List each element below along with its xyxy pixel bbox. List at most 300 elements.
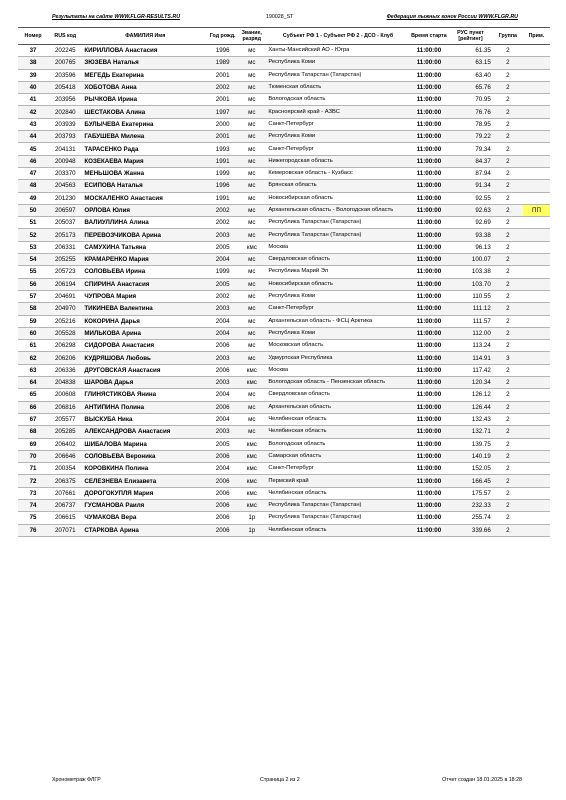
cell-athlete-name: БУЛЫЧЕВА Екатерина — [82, 118, 208, 130]
cell-athlete-name: ВАЛИУЛЛИНА Алина — [82, 217, 208, 229]
cell-rus-code: 206336 — [48, 364, 82, 376]
cell-rus-points: 91.34 — [448, 180, 493, 192]
cell-number: 76 — [18, 524, 48, 536]
cell-number: 38 — [18, 57, 48, 69]
cell-region: Санкт-Петербург — [266, 303, 409, 315]
cell-rank: мс — [237, 118, 266, 130]
cell-number: 40 — [18, 81, 48, 93]
cell-rus-points: 63.15 — [448, 57, 493, 69]
cell-group: 2 — [493, 217, 523, 229]
cell-rank: кмс — [237, 499, 266, 511]
cell-region: Свердловская область — [266, 389, 409, 401]
cell-rus-code: 203793 — [48, 131, 82, 143]
cell-start-time: 11:00:00 — [410, 192, 448, 204]
cell-athlete-name: ГУСМАНОВА Раиля — [82, 499, 208, 511]
cell-athlete-name: ОРЛОВА Юлия — [82, 204, 208, 216]
cell-region: Новосибирская область — [266, 278, 409, 290]
cell-rank: кмс — [237, 364, 266, 376]
cell-rank: мс — [237, 413, 266, 425]
table-row — [18, 131, 550, 143]
cell-number: 59 — [18, 315, 48, 327]
cell-start-time: 11:00:00 — [410, 241, 448, 253]
cell-rus-code: 206737 — [48, 499, 82, 511]
cell-rus-points: 76.76 — [448, 106, 493, 118]
cell-group: 2 — [493, 499, 523, 511]
cell-start-time: 11:00:00 — [410, 450, 448, 462]
cell-group: 2 — [493, 401, 523, 413]
table-row — [18, 389, 550, 401]
cell-start-time: 11:00:00 — [410, 229, 448, 241]
cell-number: 45 — [18, 143, 48, 155]
cell-start-time: 11:00:00 — [410, 81, 448, 93]
table-row — [18, 524, 550, 536]
cell-group: 2 — [493, 426, 523, 438]
cell-start-time: 11:00:00 — [410, 327, 448, 339]
cell-rus-points: 103.38 — [448, 266, 493, 278]
cell-rus-code: 206298 — [48, 340, 82, 352]
cell-rank: мс — [237, 401, 266, 413]
col-header-birth-year: Год рожд. — [208, 28, 237, 45]
cell-number: 53 — [18, 241, 48, 253]
cell-birth-year: 2006 — [208, 512, 237, 524]
cell-region: Санкт-Петербург — [266, 118, 409, 130]
cell-number: 55 — [18, 266, 48, 278]
cell-birth-year: 2001 — [208, 94, 237, 106]
col-header-number: Номер — [18, 28, 48, 45]
cell-rus-points: 65.76 — [448, 81, 493, 93]
table-row — [18, 450, 550, 462]
cell-region: Брянская область — [266, 180, 409, 192]
cell-region: Республика Татарстан (Татарстан) — [266, 512, 409, 524]
cell-group: 3 — [493, 352, 523, 364]
cell-rus-points: 92.63 — [448, 204, 493, 216]
cell-rus-points: 61.35 — [448, 45, 493, 57]
table-row — [18, 340, 550, 352]
cell-athlete-name: ТАРАСЕНКО Рада — [82, 143, 208, 155]
cell-rus-points: 339.66 — [448, 524, 493, 536]
cell-birth-year: 2000 — [208, 118, 237, 130]
cell-start-time: 11:00:00 — [410, 167, 448, 179]
cell-number: 68 — [18, 426, 48, 438]
cell-athlete-name: ЗЮЗЕВА Наталья — [82, 57, 208, 69]
cell-rank: мс — [237, 143, 266, 155]
table-row — [18, 69, 550, 81]
cell-rank: 1р — [237, 524, 266, 536]
cell-athlete-name: ДРУГОВСКАЯ Анастасия — [82, 364, 208, 376]
cell-start-time: 11:00:00 — [410, 475, 448, 487]
cell-athlete-name: КОКОРИНА Дарья — [82, 315, 208, 327]
cell-region: Вологодская область - Пензенская область — [266, 377, 409, 389]
cell-rus-points: 112.00 — [448, 327, 493, 339]
cell-rus-points: 139.75 — [448, 438, 493, 450]
cell-rank: мс — [237, 106, 266, 118]
cell-athlete-name: СЕЛЕЗНЕВА Елизавета — [82, 475, 208, 487]
cell-rus-code: 200608 — [48, 389, 82, 401]
table-row — [18, 167, 550, 179]
cell-athlete-name: МЕНЬШОВА Жанна — [82, 167, 208, 179]
cell-rank: мс — [237, 131, 266, 143]
cell-birth-year: 2004 — [208, 327, 237, 339]
cell-rus-code: 205528 — [48, 327, 82, 339]
cell-group: 2 — [493, 290, 523, 302]
cell-note — [523, 229, 550, 241]
cell-region: Республика Татарстан (Татарстан) — [266, 217, 409, 229]
cell-birth-year: 2006 — [208, 499, 237, 511]
cell-group: 2 — [493, 69, 523, 81]
cell-rus-points: 79.22 — [448, 131, 493, 143]
cell-number: 69 — [18, 438, 48, 450]
cell-number: 65 — [18, 389, 48, 401]
cell-rank: мс — [237, 217, 266, 229]
cell-birth-year: 2004 — [208, 389, 237, 401]
cell-birth-year: 2004 — [208, 315, 237, 327]
cell-start-time: 11:00:00 — [410, 315, 448, 327]
cell-athlete-name: РЫЧКОВА Ирина — [82, 94, 208, 106]
cell-rus-code: 202840 — [48, 106, 82, 118]
cell-note — [523, 364, 550, 376]
cell-group: 2 — [493, 475, 523, 487]
table-row — [18, 266, 550, 278]
cell-rus-code: 205037 — [48, 217, 82, 229]
cell-start-time: 11:00:00 — [410, 438, 448, 450]
cell-note — [523, 45, 550, 57]
cell-rank: мс — [237, 254, 266, 266]
table-row — [18, 155, 550, 167]
cell-group: 2 — [493, 340, 523, 352]
cell-athlete-name: СОЛОВЬЕВА Вероника — [82, 450, 208, 462]
cell-region: Вологодская область — [266, 94, 409, 106]
cell-rank: мс — [237, 426, 266, 438]
cell-birth-year: 2002 — [208, 204, 237, 216]
cell-athlete-name: АЛЕКСАНДРОВА Анастасия — [82, 426, 208, 438]
cell-number: 37 — [18, 45, 48, 57]
cell-birth-year: 1989 — [208, 57, 237, 69]
cell-rank: мс — [237, 57, 266, 69]
cell-athlete-name: ДОРОГОКУПЛЯ Мария — [82, 487, 208, 499]
cell-rank: мс — [237, 290, 266, 302]
cell-rus-code: 204131 — [48, 143, 82, 155]
cell-note: ПП — [523, 204, 550, 216]
cell-number: 48 — [18, 180, 48, 192]
cell-start-time: 11:00:00 — [410, 340, 448, 352]
cell-note — [523, 57, 550, 69]
cell-note — [523, 94, 550, 106]
cell-rus-points: 103.70 — [448, 278, 493, 290]
cell-number: 75 — [18, 512, 48, 524]
cell-note — [523, 254, 550, 266]
cell-group: 2 — [493, 241, 523, 253]
cell-note — [523, 303, 550, 315]
cell-rus-code: 206206 — [48, 352, 82, 364]
cell-start-time: 11:00:00 — [410, 266, 448, 278]
cell-note — [523, 278, 550, 290]
cell-rus-code: 204563 — [48, 180, 82, 192]
cell-region: Самарская область — [266, 450, 409, 462]
federation-site-link[interactable]: Федерация лыжных гонок России WWW.FLGR.RU — [386, 14, 518, 20]
cell-group: 2 — [493, 167, 523, 179]
cell-group: 2 — [493, 512, 523, 524]
cell-start-time: 11:00:00 — [410, 94, 448, 106]
cell-athlete-name: СТАРКОВА Арина — [82, 524, 208, 536]
cell-rank: мс — [237, 45, 266, 57]
cell-rank: кмс — [237, 377, 266, 389]
cell-rus-points: 111.12 — [448, 303, 493, 315]
table-row — [18, 352, 550, 364]
cell-rus-points: 63.40 — [448, 69, 493, 81]
cell-rank: мс — [237, 389, 266, 401]
cell-start-time: 11:00:00 — [410, 463, 448, 475]
table-row — [18, 217, 550, 229]
cell-rus-code: 204838 — [48, 377, 82, 389]
cell-region: Нижегородская область — [266, 155, 409, 167]
cell-note — [523, 106, 550, 118]
cell-rank: мс — [237, 155, 266, 167]
cell-region: Новосибирская область — [266, 192, 409, 204]
table-row — [18, 106, 550, 118]
table-row — [18, 290, 550, 302]
cell-start-time: 11:00:00 — [410, 106, 448, 118]
cell-note — [523, 266, 550, 278]
table-header-row — [18, 28, 550, 45]
cell-region: Челябинская область — [266, 524, 409, 536]
cell-region: Красноярский край - АЗВС — [266, 106, 409, 118]
cell-group: 2 — [493, 377, 523, 389]
cell-rus-points: 78.95 — [448, 118, 493, 130]
cell-birth-year: 2002 — [208, 290, 237, 302]
cell-number: 43 — [18, 118, 48, 130]
cell-region: Москва — [266, 364, 409, 376]
cell-number: 71 — [18, 463, 48, 475]
cell-rus-points: 100.07 — [448, 254, 493, 266]
col-header-rus-points: РУС пункт [рейтинг] — [448, 28, 493, 45]
cell-birth-year: 2006 — [208, 450, 237, 462]
cell-rus-code: 200354 — [48, 463, 82, 475]
cell-start-time: 11:00:00 — [410, 45, 448, 57]
cell-athlete-name: ПЕРЕВОЗЧИКОВА Арина — [82, 229, 208, 241]
cell-birth-year: 2001 — [208, 131, 237, 143]
cell-rus-code: 204691 — [48, 290, 82, 302]
cell-group: 2 — [493, 229, 523, 241]
cell-rus-code: 206331 — [48, 241, 82, 253]
cell-note — [523, 290, 550, 302]
cell-rank: мс — [237, 180, 266, 192]
cell-number: 66 — [18, 401, 48, 413]
cell-rank: мс — [237, 266, 266, 278]
cell-rank: 1р — [237, 512, 266, 524]
table-row — [18, 81, 550, 93]
cell-note — [523, 69, 550, 81]
cell-note — [523, 499, 550, 511]
cell-start-time: 11:00:00 — [410, 180, 448, 192]
cell-note — [523, 524, 550, 536]
footer-timing: Хронометраж ФЛГР — [52, 777, 101, 783]
table-row — [18, 229, 550, 241]
cell-note — [523, 450, 550, 462]
results-site-link[interactable]: Результаты на сайте WWW.FLGR-RESULTS.RU — [52, 14, 181, 20]
cell-note — [523, 389, 550, 401]
cell-group: 2 — [493, 524, 523, 536]
table-row — [18, 241, 550, 253]
cell-region: Архангельская область — [266, 401, 409, 413]
cell-birth-year: 1996 — [208, 180, 237, 192]
cell-rus-points: 117.42 — [448, 364, 493, 376]
cell-rus-points: 113.24 — [448, 340, 493, 352]
cell-note — [523, 217, 550, 229]
cell-region: Челябинская область — [266, 487, 409, 499]
cell-rus-code: 206646 — [48, 450, 82, 462]
cell-region: Пермский край — [266, 475, 409, 487]
cell-number: 41 — [18, 94, 48, 106]
cell-rus-code: 205216 — [48, 315, 82, 327]
cell-birth-year: 2006 — [208, 340, 237, 352]
cell-rus-code: 206597 — [48, 204, 82, 216]
cell-birth-year: 1996 — [208, 45, 237, 57]
cell-region: Ханты-Мансийский АО - Югра — [266, 45, 409, 57]
cell-start-time: 11:00:00 — [410, 413, 448, 425]
cell-athlete-name: ЕСИПОВА Наталья — [82, 180, 208, 192]
cell-rank: кмс — [237, 241, 266, 253]
table-row — [18, 401, 550, 413]
cell-birth-year: 2005 — [208, 241, 237, 253]
table-row — [18, 278, 550, 290]
cell-athlete-name: КОРОВКИНА Полина — [82, 463, 208, 475]
cell-birth-year: 2003 — [208, 426, 237, 438]
cell-number: 61 — [18, 340, 48, 352]
cell-rus-code: 206615 — [48, 512, 82, 524]
cell-region: Республика Татарстан (Татарстан) — [266, 499, 409, 511]
cell-note — [523, 180, 550, 192]
col-header-group: Группа — [493, 28, 523, 45]
cell-rus-code: 202245 — [48, 45, 82, 57]
cell-rus-points: 132.71 — [448, 426, 493, 438]
cell-note — [523, 438, 550, 450]
cell-start-time: 11:00:00 — [410, 389, 448, 401]
table-row — [18, 438, 550, 450]
cell-note — [523, 315, 550, 327]
cell-athlete-name: ГАБУШЕВА Милена — [82, 131, 208, 143]
cell-number: 63 — [18, 364, 48, 376]
cell-group: 2 — [493, 315, 523, 327]
cell-rus-points: 140.19 — [448, 450, 493, 462]
cell-note — [523, 463, 550, 475]
cell-group: 2 — [493, 180, 523, 192]
table-row — [18, 204, 550, 216]
cell-start-time: 11:00:00 — [410, 352, 448, 364]
col-header-region: Субъект РФ 1 - Субъект РФ 2 - ДСО - Клуб — [266, 28, 409, 45]
cell-number: 42 — [18, 106, 48, 118]
cell-note — [523, 143, 550, 155]
cell-rank: мс — [237, 69, 266, 81]
cell-athlete-name: МЕГЕДЬ Екатерина — [82, 69, 208, 81]
cell-athlete-name: СИДОРОВА Анастасия — [82, 340, 208, 352]
cell-rus-code: 203596 — [48, 69, 82, 81]
cell-rus-points: 70.95 — [448, 94, 493, 106]
cell-start-time: 11:00:00 — [410, 303, 448, 315]
cell-athlete-name: КИРИЛЛОВА Анастасия — [82, 45, 208, 57]
table-row — [18, 512, 550, 524]
cell-start-time: 11:00:00 — [410, 204, 448, 216]
document-id: 190028_ST — [266, 14, 294, 20]
col-header-rus-code: RUS код — [48, 28, 82, 45]
cell-rus-code: 200948 — [48, 155, 82, 167]
cell-start-time: 11:00:00 — [410, 69, 448, 81]
cell-rus-code: 207071 — [48, 524, 82, 536]
cell-birth-year: 2005 — [208, 278, 237, 290]
cell-rank: кмс — [237, 450, 266, 462]
cell-group: 2 — [493, 131, 523, 143]
cell-birth-year: 1993 — [208, 143, 237, 155]
cell-rus-code: 205255 — [48, 254, 82, 266]
cell-athlete-name: КОЗЕКАЕВА Мария — [82, 155, 208, 167]
cell-note — [523, 241, 550, 253]
cell-note — [523, 340, 550, 352]
cell-birth-year: 1991 — [208, 155, 237, 167]
cell-start-time: 11:00:00 — [410, 401, 448, 413]
cell-region: Кемеровская область - Кузбасс — [266, 167, 409, 179]
cell-note — [523, 352, 550, 364]
cell-rus-code: 203939 — [48, 118, 82, 130]
cell-group: 2 — [493, 118, 523, 130]
cell-rus-code: 201230 — [48, 192, 82, 204]
cell-region: Республика Коми — [266, 327, 409, 339]
cell-group: 2 — [493, 438, 523, 450]
cell-note — [523, 413, 550, 425]
cell-athlete-name: ШЕСТАКОВА Алина — [82, 106, 208, 118]
cell-group: 2 — [493, 57, 523, 69]
cell-rus-code: 206194 — [48, 278, 82, 290]
table-row — [18, 364, 550, 376]
cell-birth-year: 1991 — [208, 192, 237, 204]
cell-rus-points: 120.34 — [448, 377, 493, 389]
table-body — [18, 45, 550, 537]
cell-note — [523, 81, 550, 93]
cell-athlete-name: СПИРИНА Анастасия — [82, 278, 208, 290]
cell-birth-year: 2003 — [208, 229, 237, 241]
cell-region: Республика Коми — [266, 131, 409, 143]
cell-start-time: 11:00:00 — [410, 377, 448, 389]
cell-note — [523, 167, 550, 179]
cell-rank: мс — [237, 340, 266, 352]
cell-note — [523, 512, 550, 524]
cell-start-time: 11:00:00 — [410, 426, 448, 438]
cell-group: 2 — [493, 413, 523, 425]
cell-start-time: 11:00:00 — [410, 118, 448, 130]
cell-start-time: 11:00:00 — [410, 487, 448, 499]
cell-group: 2 — [493, 278, 523, 290]
cell-birth-year: 2004 — [208, 463, 237, 475]
cell-rank: мс — [237, 315, 266, 327]
cell-start-time: 11:00:00 — [410, 499, 448, 511]
cell-birth-year: 2002 — [208, 81, 237, 93]
cell-rank: мс — [237, 94, 266, 106]
table-row — [18, 463, 550, 475]
cell-birth-year: 2003 — [208, 377, 237, 389]
cell-note — [523, 487, 550, 499]
cell-rus-code: 205173 — [48, 229, 82, 241]
table-row — [18, 413, 550, 425]
cell-region: Республика Коми — [266, 290, 409, 302]
cell-rus-points: 96.13 — [448, 241, 493, 253]
cell-rank: кмс — [237, 475, 266, 487]
cell-rank: мс — [237, 229, 266, 241]
cell-birth-year: 2006 — [208, 475, 237, 487]
cell-birth-year: 2002 — [208, 217, 237, 229]
cell-region: Санкт-Петербург — [266, 463, 409, 475]
cell-region: Республика Татарстан (Татарстан) — [266, 69, 409, 81]
table-row — [18, 94, 550, 106]
cell-birth-year: 2006 — [208, 401, 237, 413]
cell-region: Тюменская область — [266, 81, 409, 93]
